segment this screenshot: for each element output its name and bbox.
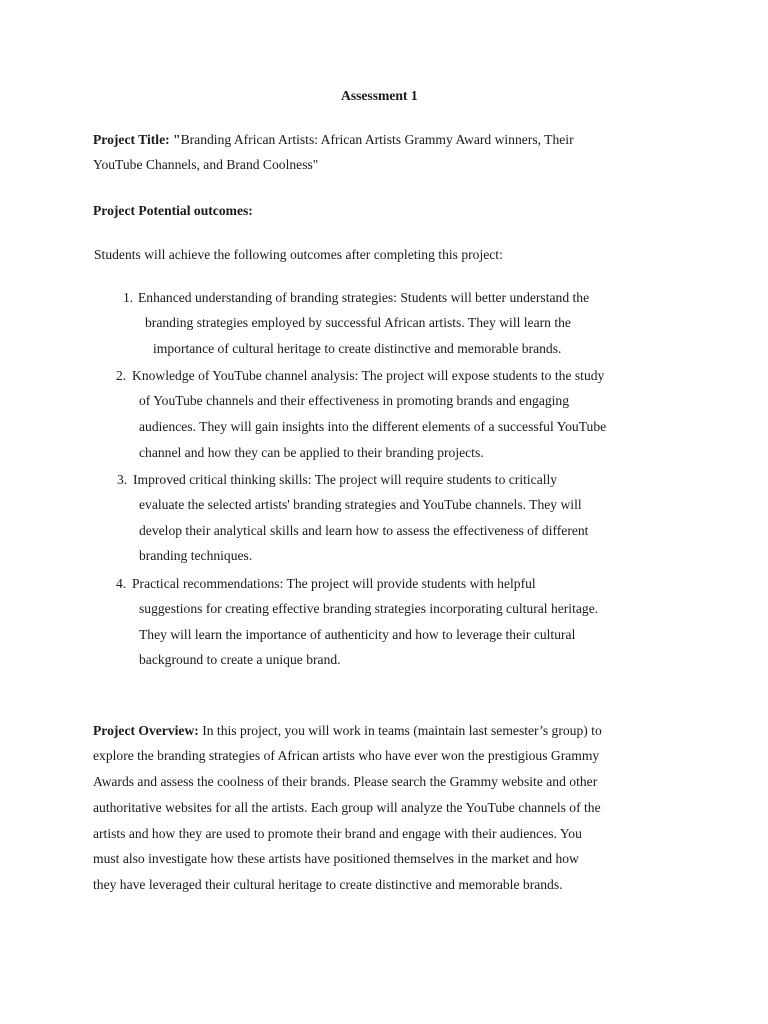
outcome-line: of YouTube channels and their effectiveness in promoting brands and engaging xyxy=(139,393,570,408)
outcome-line: Practical recommendations: The project will provide students with helpful xyxy=(132,576,536,591)
outcome-line: branding techniques. xyxy=(139,548,253,563)
outcome-marker: 3. xyxy=(117,472,128,487)
outcome-line: evaluate the selected artists' branding strategies and YouTube channels. They will xyxy=(139,497,582,512)
outcome-marker: 2. xyxy=(116,368,127,383)
overview-line: they have leveraged their cultural heritage to create distinctive and memorable brands. xyxy=(93,877,563,892)
outcome-line: Improved critical thinking skills: The project will require students to critically xyxy=(133,472,558,487)
overview-line: Awards and assess the coolness of their brands. Please search the Grammy website and other xyxy=(93,774,598,789)
outcome-line: branding strategies employed by successful African artists. They will learn the xyxy=(145,315,571,330)
overview-line: must also investigate how these artists have positioned themselves in the market and how xyxy=(93,851,579,866)
outcome-marker: 4. xyxy=(116,576,127,591)
outcomes-heading: Project Potential outcomes: xyxy=(93,203,253,218)
project-title-text: Branding African Artists: African Artists Grammy Award winners, Their xyxy=(180,132,574,147)
overview-line: authoritative websites for all the artists. Each group will analyze the YouTube channels of the xyxy=(93,800,601,815)
project-title-label: Project Title: " xyxy=(93,132,181,147)
project-title-line-2: YouTube Channels, and Brand Coolness" xyxy=(93,157,319,172)
outcome-line: suggestions for creating effective branding strategies incorporating cultural heritage. xyxy=(139,601,599,616)
outcome-line: channel and how they can be applied to their branding projects. xyxy=(139,445,484,460)
outcomes-intro: Students will achieve the following outcomes after completing this project: xyxy=(94,247,503,262)
outcome-line: Knowledge of YouTube channel analysis: The project will expose students to the study xyxy=(132,368,605,383)
outcome-line: audiences. They will gain insights into the different elements of a successful YouTube xyxy=(139,419,607,434)
outcome-line: They will learn the importance of authenticity and how to leverage their cultural xyxy=(139,627,576,642)
outcome-line: background to create a unique brand. xyxy=(139,652,341,667)
outcome-line: importance of cultural heritage to create distinctive and memorable brands. xyxy=(153,341,562,356)
outcome-line: Enhanced understanding of branding strategies: Students will better understand the xyxy=(138,290,590,305)
overview-label: Project Overview: xyxy=(93,723,199,738)
document-heading: Assessment 1 xyxy=(341,88,418,103)
outcome-line: develop their analytical skills and learn how to assess the effectiveness of different xyxy=(139,523,589,538)
overview-text: In this project, you will work in teams (maintain last semester’s group) to xyxy=(198,723,602,738)
project-title-line-1 xyxy=(93,133,574,147)
outcome-marker: 1. xyxy=(123,290,134,305)
overview-line-1 xyxy=(93,724,602,738)
overview-line: artists and how they are used to promote their brand and engage with their audiences. You xyxy=(93,826,582,841)
overview-line: explore the branding strategies of African artists who have ever won the prestigious Grammy xyxy=(93,748,600,763)
